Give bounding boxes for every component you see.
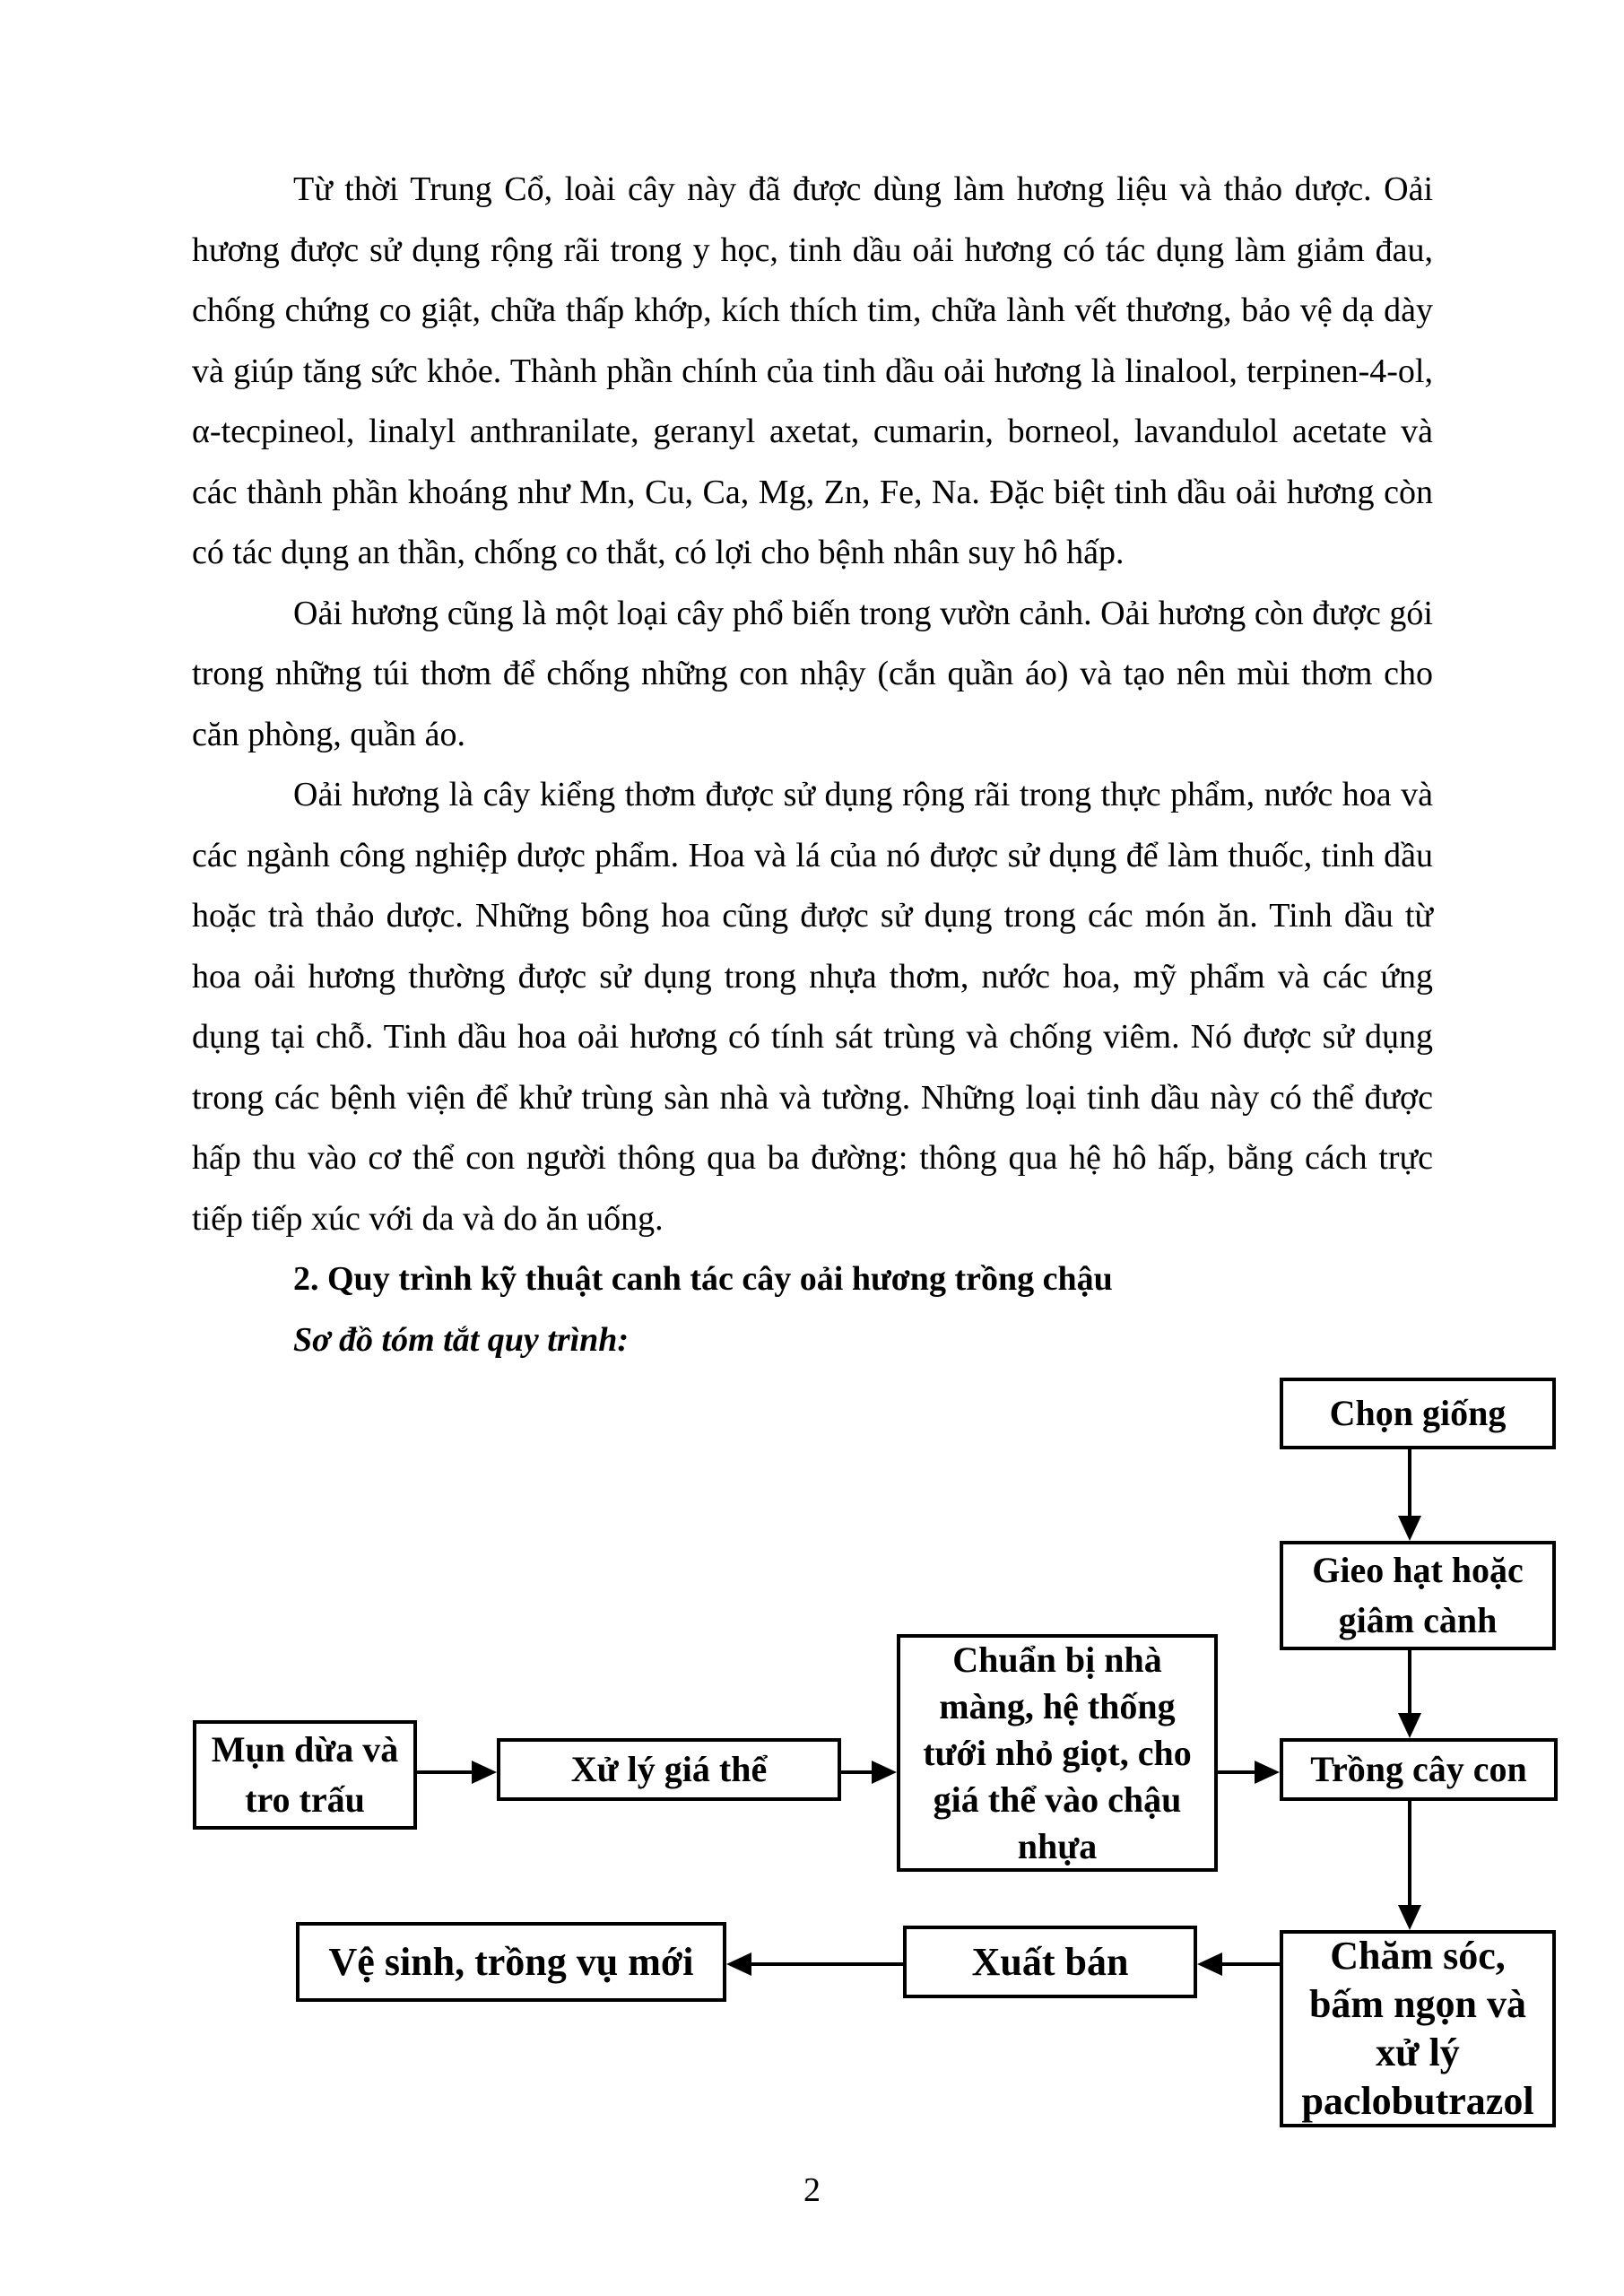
flowchart-node-gieo-hat xyxy=(1280,1541,1556,1650)
node-label: Vệ sinh, trồng vụ mới xyxy=(328,1939,694,1984)
paragraph-lavender-uses: Oải hương là cây kiểng thơm được sử dụng rộng rãi trong thực phẩm, nước hoa và các ngành công nghiệp dược phẩm. Hoa và lá của nó được sử dụng để làm thuốc, tinh dầu hoặc trà thảo dược. Những bông hoa cũng được sử dụng trong các món ăn. Tinh dầu từ hoa oải hương thường được sử dụng trong nhựa thơm, nước hoa, mỹ phẩm và các ứng dụng tại chỗ. Tinh dầu hoa oải hương có tính sát trùng và chống viêm. Nó được sử dụng trong các bệnh viện để khử trùng sàn nhà và tường. Những loại tinh dầu này có thể được hấp thu vào cơ thể con người thông qua ba đường: thông qua hệ hô hấp, bằng cách trực tiếp tiếp xúc với da và do ăn uống. xyxy=(192,776,1433,1238)
flowchart-node-cham-soc xyxy=(1280,1930,1556,2127)
arrow-head xyxy=(1197,1952,1222,1976)
arrow-head xyxy=(726,1952,751,1976)
section-heading: 2. Quy trình kỹ thuật canh tác cây oải hương trồng chậu xyxy=(293,1260,1113,1298)
arrow-head xyxy=(1255,1761,1280,1784)
node-label: Xuất bán xyxy=(971,1939,1129,1984)
arrow-head xyxy=(1398,1516,1421,1541)
node-label: Chuẩn bị nhà màng, hệ thống tưới nhỏ giọt, cho giá thể vào chậu nhựa xyxy=(923,1639,1192,1866)
node-label: Xử lý giá thể xyxy=(570,1749,768,1789)
arrow-head xyxy=(872,1761,897,1784)
flowchart-node-mun-dua xyxy=(193,1720,417,1830)
arrow-shaft xyxy=(1222,1962,1280,1966)
arrow-head xyxy=(472,1761,497,1784)
arrow-shaft xyxy=(751,1962,903,1966)
arrow-shaft xyxy=(841,1770,873,1774)
page-number: 2 xyxy=(803,2171,821,2209)
node-label: Gieo hạt hoặc giâm cành xyxy=(1312,1550,1524,1640)
paragraph-lavender-history: Từ thời Trung Cổ, loài cây này đã được dùng làm hương liệu và thảo dược. Oải hương được sử dụng rộng rãi trong y học, tinh dầu oải hương có tác dụng làm giảm đau, chống chứng co giật, chữa thấp khớp, kích thích tim, chữa lành vết thương, bảo vệ dạ dày và giúp tăng sức khỏe. Thành phần chính của tinh dầu oải hương là linalool, terpinen-4-ol, α-tecpineol, linalyl anthranilate, geranyl axetat, cumarin, borneol, lavandulol acetate và các thành phần khoáng như Mn, Cu, Ca, Mg, Zn, Fe, Na. Đặc biệt tinh dầu oải hương còn có tác dụng an thần, chống co thắt, có lợi cho bệnh nhân suy hô hấp. xyxy=(192,170,1433,571)
node-label: Mụn dừa và tro trấu xyxy=(211,1729,399,1820)
flowchart-node-chuan-bi xyxy=(897,1634,1218,1872)
flowchart-node-xuat-ban xyxy=(903,1926,1197,1998)
document-body xyxy=(192,160,1433,1370)
arrow-shaft xyxy=(1408,1800,1411,1907)
flowchart-node-trong-cay-con xyxy=(1280,1738,1558,1801)
node-label: Trồng cây con xyxy=(1310,1749,1527,1789)
arrow-head xyxy=(1398,1905,1421,1930)
arrow-shaft xyxy=(417,1770,473,1774)
diagram-caption: Sơ đồ tóm tắt quy trình: xyxy=(293,1320,630,1359)
arrow-head xyxy=(1398,1713,1421,1738)
node-label: Chọn giống xyxy=(1329,1393,1507,1433)
arrow-shaft xyxy=(1408,1449,1411,1518)
flowchart-node-xu-ly-gia-the xyxy=(497,1738,841,1801)
arrow-shaft xyxy=(1218,1770,1256,1774)
paragraph-lavender-garden: Oải hương cũng là một loại cây phổ biến trong vườn cảnh. Oải hương còn được gói trong những túi thơm để chống những con nhậy (cắn quần áo) và tạo nên mùi thơm cho căn phòng, quần áo. xyxy=(192,594,1433,753)
arrow-shaft xyxy=(1408,1650,1411,1715)
flowchart-node-chon-giong xyxy=(1280,1378,1556,1449)
flowchart-node-ve-sinh xyxy=(296,1922,726,2002)
node-label: Chăm sóc, bấm ngọn và xử lý paclobutrazol xyxy=(1301,1934,1534,2123)
